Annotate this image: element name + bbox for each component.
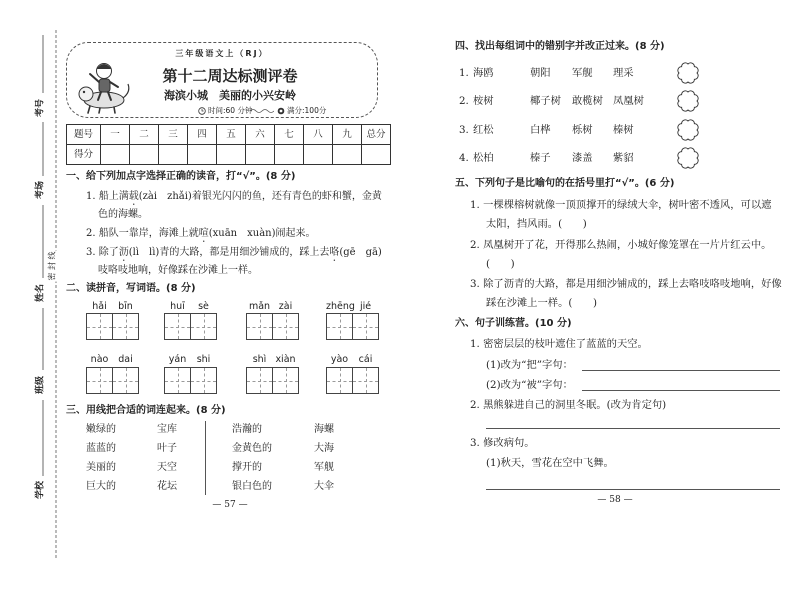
match-word-left: 金黄色的 [232,443,272,454]
pinyin-label: dai [118,354,133,365]
margin-label-exam-room: 考场 [35,180,46,200]
column-header: 七 [275,125,304,145]
match-word-left: 银白色的 [232,481,272,492]
question-text: 2. 船队一靠岸，海滩上就 [86,228,199,239]
score-cell [188,145,217,165]
word-item: 军舰 [572,67,593,79]
dotted-character: 喧 [198,228,209,239]
word-item: 桉树 [473,95,494,107]
pinyin-label: shi [196,354,211,365]
match-word-left: 嫩绿的 [86,424,116,435]
section-6-question-3-part-1: (1)秋天，雪花在空中飞舞。 [486,457,614,469]
writing-grid-box [86,313,113,340]
section-5-question-3: 3. 除了沥青的大路，都是用细沙铺成的，踩上去咯吱咯吱地响，好像 [470,278,782,290]
margin-label-seal-line: 密 封 线 [47,251,57,281]
margin-label-exam-no: 考号 [35,98,46,118]
section-6-question-1-part-2: (2)改为“被”字句： [486,379,573,391]
margin-label-name: 姓名 [35,283,46,303]
section-5-heading: 五、下列句子是比喻句的在括号里打“√”。(6 分) [455,178,675,189]
match-word-right: 天空 [157,462,177,473]
full-score: 满分:100分 [287,106,327,115]
pinyin-label: zhēng [326,301,355,312]
answer-cloud-icon [676,118,700,142]
match-word-left: 撑开的 [232,462,262,473]
match-word-right: 花坛 [157,481,177,492]
word-item: 凤凰树 [613,95,644,107]
answer-line [486,489,780,490]
series-label: 三年级语文上（RJ） [175,49,269,58]
dotted-character: 沥 [118,247,129,258]
column-header: 总分 [362,125,391,145]
section-1-question-1 [86,190,382,208]
pinyin-label: nào [90,354,109,365]
dotted-character: 载 [128,191,139,202]
margin-label-class: 班级 [35,375,46,395]
writing-grid-box [190,367,217,394]
answer-line [486,428,780,429]
pinyin-label: huī [170,301,185,312]
wave-decoration-icon [250,108,274,114]
writing-grid-box [246,367,273,394]
word-item: 椰子树 [530,95,561,107]
writing-grid-box [190,313,217,340]
writing-grid-box [272,313,299,340]
section-6-question-1: 1. 密密层层的枝叶遮住了蓝蓝的天空。 [470,338,648,350]
writing-grid-box [164,313,191,340]
pinyin-label: shì [252,354,267,365]
match-word-left: 浩瀚的 [232,424,262,435]
writing-grid-box [326,367,353,394]
column-header: 六 [246,125,275,145]
margin-label-school: 学校 [35,480,46,500]
section-5-question-1: 1. 一棵棵榕树就像一顶顶撑开的绿绒大伞，树叶密不透风，可以遮 [470,199,772,211]
row-label-question-no: 题号 [67,125,101,145]
pinyin-label: jié [359,301,372,312]
word-item: 栎树 [572,124,593,136]
match-word-right: 大伞 [314,481,334,492]
match-word-right: 宝库 [157,424,177,435]
answer-line [582,370,780,371]
writing-grid-box [86,367,113,394]
pinyin-label: yào [330,354,349,365]
word-item: 榛子 [530,152,551,164]
pinyin-label: yán [168,354,187,365]
question-text: 3. 除了 [86,247,119,258]
column-header: 一 [101,125,130,145]
section-1-question-3 [86,246,382,264]
score-cell [159,145,188,165]
column-header: 二 [130,125,159,145]
score-table-score-row [67,145,391,165]
pinyin-label: cái [358,354,373,365]
score-cell [246,145,275,165]
medal-icon [277,107,285,115]
answer-cloud-icon [676,61,700,85]
score-cell [101,145,130,165]
clock-icon [198,107,206,115]
section-6-heading: 六、句子训练营。(10 分) [455,318,572,329]
section-1-question-3-continued: 吱咯吱地响，好像踩在沙滩上一样。 [98,265,258,276]
row-label-score: 得分 [67,145,101,165]
column-header: 五 [217,125,246,145]
item-number: 4. [459,152,469,164]
word-item: 理采 [613,67,634,79]
word-item: 红松 [473,124,494,136]
match-word-right: 军舰 [314,462,334,473]
question-text: (gē gā) [339,247,382,258]
question-text: (lì lì)青的大路，都是用细沙铺成的，踩上去 [128,247,330,258]
writing-grid-box [112,313,139,340]
question-text: (xuān xuàn)闹起来。 [208,228,316,239]
binding-margin-lines [0,0,62,589]
score-cell [304,145,333,165]
match-word-right: 海螺 [314,424,334,435]
column-header: 八 [304,125,333,145]
word-item: 朝阳 [530,67,551,79]
cartoon-illustration [74,56,130,114]
section-1-heading: 一、给下列加点字选择正确的读音，打“√”。(8 分) [66,171,296,182]
match-word-left: 巨大的 [86,481,116,492]
pinyin-label: mǎn [248,301,271,312]
match-word-right: 叶子 [157,443,177,454]
writing-grid-box [246,313,273,340]
section-5-question-3-continued: 踩在沙滩上一样。( ) [486,297,598,309]
pinyin-label: sè [198,301,209,312]
question-text: (zài zhǎi)着银光闪闪的鱼，还有青色的虾和蟹，金黄 [138,191,382,202]
pinyin-label: hǎi [92,301,107,312]
match-word-right: 大海 [314,443,334,454]
paper-title: 第十二周达标测评卷 [162,67,298,85]
column-header: 四 [188,125,217,145]
section-6-question-2: 2. 黑熊躲进自己的洞里冬眠。(改为肯定句) [470,399,667,411]
match-word-left: 蓝蓝的 [86,443,116,454]
score-cell [362,145,391,165]
score-cell [130,145,159,165]
writing-grid-box [326,313,353,340]
score-table-header-row [67,125,391,145]
section-1-question-2 [86,227,316,245]
section-6-question-1-part-1: (1)改为“把”字句： [486,359,573,371]
writing-grid-box [272,367,299,394]
match-group-divider [205,421,206,495]
section-3-heading: 三、用线把合适的词连起来。(8 分) [66,405,226,416]
word-item: 漆盖 [572,152,593,164]
score-table [66,124,391,165]
word-item: 松柏 [473,152,494,164]
section-4-heading: 四、找出每组词中的错别字并改正过来。(8 分) [455,41,665,52]
score-cell [275,145,304,165]
word-item: 榛树 [613,124,634,136]
score-cell [333,145,362,165]
section-5-question-2: 2. 凤凰树开了花，开得那么热闹，小城好像笼罩在一片片红云中。 [470,239,772,251]
word-item: 海鸥 [473,67,494,79]
writing-grid-box [112,367,139,394]
section-5-question-2-continued: ( ) [486,258,515,270]
match-word-left: 美丽的 [86,462,116,473]
section-2-heading: 二、读拼音，写词语。(8 分) [66,283,196,294]
word-item: 敢榄树 [572,95,603,107]
section-1-question-1-continued: 色的海螺。 [98,209,148,220]
pinyin-label: bīn [118,301,133,312]
pinyin-label: zài [278,301,293,312]
paper-subtitle: 海滨小城 美丽的小兴安岭 [164,89,296,102]
word-item: 紫貂 [613,152,634,164]
item-number: 1. [459,67,469,79]
dotted-character: 咯 [329,247,340,258]
answer-cloud-icon [676,146,700,170]
section-5-question-1-continued: 太阳，挡风雨。( ) [486,218,587,230]
pinyin-label: xiàn [275,354,296,365]
question-text: 1. 船上满 [86,191,129,202]
writing-grid-box [352,367,379,394]
item-number: 2. [459,95,469,107]
item-number: 3. [459,124,469,136]
column-header: 九 [333,125,362,145]
answer-cloud-icon [676,89,700,113]
time-limit: 时间:60 分钟 [208,106,253,115]
score-cell [217,145,246,165]
section-6-question-3: 3. 修改病句。 [470,437,535,449]
writing-grid-box [352,313,379,340]
word-item: 白桦 [530,124,551,136]
page-number-right: — 58 — [597,495,633,505]
column-header: 三 [159,125,188,145]
answer-line [582,390,780,391]
writing-grid-box [164,367,191,394]
page-number-left: — 57 — [212,500,248,510]
